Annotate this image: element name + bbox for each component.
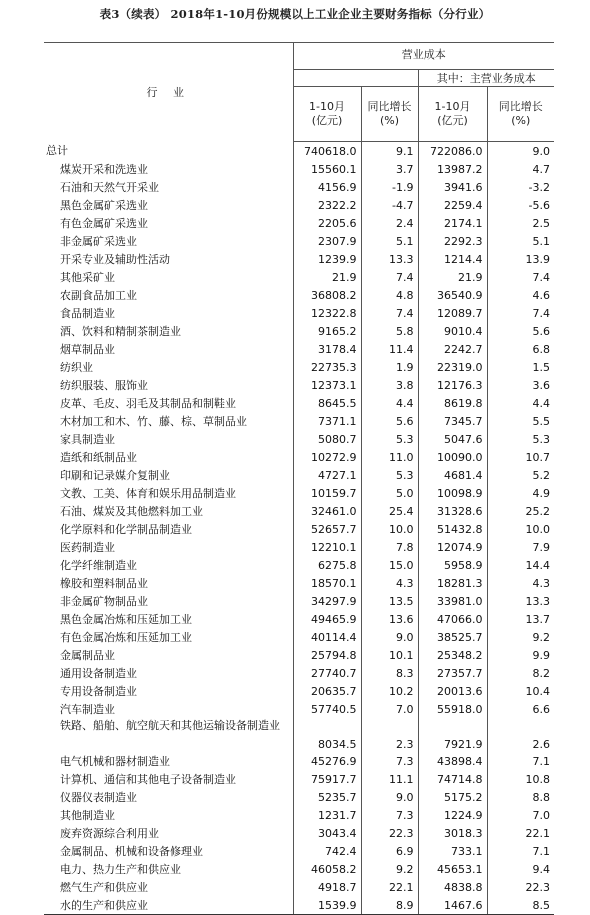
operating-cost-growth: 10.2 xyxy=(361,682,418,700)
operating-cost-growth: 7.4 xyxy=(361,304,418,322)
industry-name: 化学纤维制造业 xyxy=(44,556,293,574)
main-cost-growth: 25.2 xyxy=(487,502,554,520)
main-cost-growth: 14.4 xyxy=(487,556,554,574)
operating-cost-growth: 7.4 xyxy=(361,268,418,286)
main-cost-value: 12074.9 xyxy=(418,538,487,556)
industry-name: 黑色金属冶炼和压延加工业 xyxy=(44,610,293,628)
main-cost-growth: 7.1 xyxy=(487,842,554,860)
main-cost-value: 45653.1 xyxy=(418,860,487,878)
operating-cost-value: 1231.7 xyxy=(318,808,357,822)
table-row xyxy=(44,304,554,322)
table-row xyxy=(44,484,554,502)
operating-cost-growth: 11.4 xyxy=(361,340,418,358)
main-cost-value: 2292.3 xyxy=(418,232,487,250)
operating-cost-value: 15560.1 xyxy=(311,162,357,176)
industry-name: 计算机、通信和其他电子设备制造业 xyxy=(44,770,293,788)
main-cost-growth: 4.6 xyxy=(487,286,554,304)
operating-cost-growth: 11.0 xyxy=(361,448,418,466)
main-cost-value: 5047.6 xyxy=(418,430,487,448)
industry-name: 金属制品业 xyxy=(44,646,293,664)
operating-cost-growth: 3.7 xyxy=(361,160,418,178)
operating-cost-value: 740618.0 xyxy=(304,144,357,158)
operating-cost-growth: 10.1 xyxy=(361,646,418,664)
table-row xyxy=(44,376,554,394)
operating-cost-value: 1539.9 xyxy=(293,896,361,915)
operating-cost-value: 8034.5 xyxy=(318,738,357,751)
table-row xyxy=(44,664,554,682)
table-row xyxy=(44,430,554,448)
main-cost-growth: 5.3 xyxy=(487,430,554,448)
operating-cost-growth: 4.4 xyxy=(361,394,418,412)
table-row xyxy=(44,502,554,520)
table-row xyxy=(44,520,554,538)
main-cost-growth: 10.0 xyxy=(487,520,554,538)
industry-name xyxy=(44,718,293,752)
main-cost-growth: 7.1 xyxy=(487,752,554,770)
main-cost-value: 13987.2 xyxy=(418,160,487,178)
main-cost-value: 21.9 xyxy=(418,268,487,286)
main-cost-growth: 10.4 xyxy=(487,682,554,700)
operating-cost-growth: 9.2 xyxy=(361,860,418,878)
header-growth-label: 同比增长 xyxy=(367,100,412,113)
table-row xyxy=(44,592,554,610)
main-cost-value: 722086.0 xyxy=(418,142,487,161)
industry-name: 酒、饮料和精制茶制造业 xyxy=(44,322,293,340)
industry-name: 总计 xyxy=(44,142,293,161)
industry-name: 印刷和记录媒介复制业 xyxy=(44,466,293,484)
operating-cost-growth: 6.9 xyxy=(361,842,418,860)
operating-cost-value: 52657.7 xyxy=(311,522,357,536)
table-row xyxy=(44,806,554,824)
main-cost-growth: 13.9 xyxy=(487,250,554,268)
header-unit-label: (亿元) xyxy=(311,114,343,127)
main-cost-value: 12089.7 xyxy=(418,304,487,322)
industry-name: 仪器仪表制造业 xyxy=(44,788,293,806)
main-cost-value: 18281.3 xyxy=(418,574,487,592)
main-cost-value: 51432.8 xyxy=(418,520,487,538)
operating-cost-growth: 11.1 xyxy=(361,770,418,788)
main-cost-value: 1224.9 xyxy=(418,806,487,824)
industry-name: 橡胶和塑料制品业 xyxy=(44,574,293,592)
operating-cost-growth: 4.8 xyxy=(361,286,418,304)
operating-cost-growth: -1.9 xyxy=(361,178,418,196)
main-cost-value: 8619.8 xyxy=(418,394,487,412)
main-cost-value: 36540.9 xyxy=(418,286,487,304)
industry-name: 有色金属冶炼和压延加工业 xyxy=(44,628,293,646)
table-row xyxy=(44,160,554,178)
table-row xyxy=(44,466,554,484)
operating-cost-growth: 4.3 xyxy=(361,574,418,592)
operating-cost-growth: 22.3 xyxy=(361,824,418,842)
operating-cost-growth: 15.0 xyxy=(361,556,418,574)
operating-cost-growth: 7.3 xyxy=(361,806,418,824)
main-cost-growth: 22.3 xyxy=(487,878,554,896)
header-growth-label: 同比增长 xyxy=(498,100,543,113)
table-row xyxy=(44,394,554,412)
page-title: 表3（续表） 2018年1-10月份规模以上工业企业主要财务指标（分行业） xyxy=(99,7,491,21)
industry-name: 电力、热力生产和供应业 xyxy=(44,860,293,878)
industry-name: 烟草制品业 xyxy=(44,340,293,358)
operating-cost-value: 10272.9 xyxy=(311,450,357,464)
operating-cost-value: 4156.9 xyxy=(318,180,357,194)
industry-name: 金属制品、机械和设备修理业 xyxy=(44,842,293,860)
table-row xyxy=(44,214,554,232)
table-row xyxy=(44,610,554,628)
main-cost-value: 47066.0 xyxy=(418,610,487,628)
main-cost-growth: 2.6 xyxy=(487,718,554,752)
industry-name: 造纸和纸制品业 xyxy=(44,448,293,466)
operating-cost-value: 12373.1 xyxy=(311,378,357,392)
operating-cost-value: 4918.7 xyxy=(318,880,357,894)
header-period-label: 1-10月 xyxy=(309,100,345,113)
table-row xyxy=(44,896,554,915)
main-cost-growth: 13.3 xyxy=(487,592,554,610)
table-row xyxy=(44,878,554,896)
header-unit-label: (亿元) xyxy=(437,114,468,127)
operating-cost-growth: 5.6 xyxy=(361,412,418,430)
table-row xyxy=(44,556,554,574)
industry-name: 农副食品加工业 xyxy=(44,286,293,304)
operating-cost-value: 10159.7 xyxy=(311,486,357,500)
operating-cost-growth: 9.0 xyxy=(361,788,418,806)
operating-cost-growth: 22.1 xyxy=(361,878,418,896)
operating-cost-growth: 9.1 xyxy=(361,142,418,161)
main-cost-value: 27357.7 xyxy=(418,664,487,682)
header-main-business-cost: 其中：主营业务成本 xyxy=(418,70,554,87)
header-spacer xyxy=(293,70,418,87)
table-row xyxy=(44,358,554,376)
main-cost-value: 38525.7 xyxy=(418,628,487,646)
main-cost-growth: 7.4 xyxy=(487,304,554,322)
main-cost-growth: -5.6 xyxy=(487,196,554,214)
industry-name: 文教、工美、体育和娱乐用品制造业 xyxy=(44,484,293,502)
industry-name: 电气机械和器材制造业 xyxy=(44,752,293,770)
operating-cost-value: 7371.1 xyxy=(318,414,357,428)
operating-cost-growth: 13.6 xyxy=(361,610,418,628)
operating-cost-value: 742.4 xyxy=(325,844,357,858)
operating-cost-growth: 1.9 xyxy=(361,358,418,376)
industry-name: 有色金属矿采选业 xyxy=(44,214,293,232)
header-col-main-cost-value xyxy=(418,87,487,142)
operating-cost-growth: 5.1 xyxy=(361,232,418,250)
main-cost-growth: 7.9 xyxy=(487,538,554,556)
industry-name: 燃气生产和供应业 xyxy=(44,878,293,896)
operating-cost-value: 21.9 xyxy=(332,270,357,284)
operating-cost-growth: 5.8 xyxy=(361,322,418,340)
operating-cost-value: 20635.7 xyxy=(311,684,357,698)
main-cost-growth: 7.0 xyxy=(487,806,554,824)
industry-name: 汽车制造业 xyxy=(44,700,293,718)
header-industry: 行 业 xyxy=(44,43,293,142)
table-row xyxy=(44,752,554,770)
operating-cost-value: 36808.2 xyxy=(311,288,357,302)
operating-cost-value: 2307.9 xyxy=(318,234,357,248)
main-cost-growth: 9.0 xyxy=(487,142,554,161)
table-row xyxy=(44,788,554,806)
operating-cost-value: 27740.7 xyxy=(311,666,357,680)
operating-cost-value: 40114.4 xyxy=(311,630,357,644)
main-cost-growth: 3.6 xyxy=(487,376,554,394)
main-cost-value: 3018.3 xyxy=(418,824,487,842)
industry-name: 食品制造业 xyxy=(44,304,293,322)
industry-name: 纺织业 xyxy=(44,358,293,376)
operating-cost-value: 2205.6 xyxy=(318,216,357,230)
main-cost-value: 10090.0 xyxy=(418,448,487,466)
main-cost-growth: 5.5 xyxy=(487,412,554,430)
operating-cost-value: 75917.7 xyxy=(311,772,357,786)
main-cost-growth: 4.4 xyxy=(487,394,554,412)
operating-cost-value: 5080.7 xyxy=(318,432,357,446)
main-cost-growth: 5.2 xyxy=(487,466,554,484)
operating-cost-growth: 5.3 xyxy=(361,466,418,484)
table-row xyxy=(44,628,554,646)
main-cost-value: 5958.9 xyxy=(418,556,487,574)
table-row xyxy=(44,178,554,196)
main-cost-value: 55918.0 xyxy=(418,700,487,718)
operating-cost-growth: 7.8 xyxy=(361,538,418,556)
main-cost-growth: 1.5 xyxy=(487,358,554,376)
main-cost-value: 2242.7 xyxy=(418,340,487,358)
operating-cost-growth: 13.5 xyxy=(361,592,418,610)
main-cost-growth: 2.5 xyxy=(487,214,554,232)
operating-cost-value: 34297.9 xyxy=(311,594,357,608)
industry-name: 其他采矿业 xyxy=(44,268,293,286)
table-row xyxy=(44,340,554,358)
table-row xyxy=(44,286,554,304)
main-cost-growth: 4.9 xyxy=(487,484,554,502)
industry-name: 皮革、毛皮、羽毛及其制品和制鞋业 xyxy=(44,394,293,412)
industry-name: 废弃资源综合利用业 xyxy=(44,824,293,842)
main-cost-value: 10098.9 xyxy=(418,484,487,502)
industry-name: 黑色金属矿采选业 xyxy=(44,196,293,214)
operating-cost-value: 2322.2 xyxy=(318,198,357,212)
operating-cost-growth: -4.7 xyxy=(361,196,418,214)
financial-indicators-table xyxy=(44,42,554,915)
industry-name: 专用设备制造业 xyxy=(44,682,293,700)
table-row xyxy=(44,196,554,214)
industry-name: 开采专业及辅助性活动 xyxy=(44,250,293,268)
main-cost-growth: 9.4 xyxy=(487,860,554,878)
header-operating-cost xyxy=(293,43,554,70)
table-row xyxy=(44,412,554,430)
table-row xyxy=(44,538,554,556)
table-row xyxy=(44,718,554,752)
operating-cost-growth: 13.3 xyxy=(361,250,418,268)
industry-name: 木材加工和木、竹、藤、棕、草制品业 xyxy=(44,412,293,430)
main-cost-growth: 5.1 xyxy=(487,232,554,250)
industry-name: 其他制造业 xyxy=(44,806,293,824)
table-row xyxy=(44,574,554,592)
industry-name: 医药制造业 xyxy=(44,538,293,556)
main-cost-value: 7921.9 xyxy=(418,718,487,752)
operating-cost-value: 46058.2 xyxy=(311,862,357,876)
table-row xyxy=(44,824,554,842)
main-cost-growth: 8.8 xyxy=(487,788,554,806)
main-cost-growth: 6.8 xyxy=(487,340,554,358)
main-cost-value: 733.1 xyxy=(418,842,487,860)
operating-cost-value: 45276.9 xyxy=(311,754,357,768)
operating-cost-value: 9165.2 xyxy=(318,324,357,338)
operating-cost-growth: 5.3 xyxy=(361,430,418,448)
operating-cost-growth: 10.0 xyxy=(361,520,418,538)
header-pct-label: (%) xyxy=(511,114,531,127)
operating-cost-value: 6275.8 xyxy=(318,558,357,572)
industry-name: 通用设备制造业 xyxy=(44,664,293,682)
main-cost-growth: 8.2 xyxy=(487,664,554,682)
operating-cost-growth: 8.9 xyxy=(361,896,418,915)
header-col-operating-cost-growth xyxy=(361,87,418,142)
industry-name: 非金属矿物制品业 xyxy=(44,592,293,610)
operating-cost-value: 8645.5 xyxy=(318,396,357,410)
operating-cost-growth: 9.0 xyxy=(361,628,418,646)
table-row xyxy=(44,700,554,718)
operating-cost-growth: 7.3 xyxy=(361,752,418,770)
operating-cost-value: 49465.9 xyxy=(311,612,357,626)
table-row xyxy=(44,770,554,788)
industry-name: 水的生产和供应业 xyxy=(44,896,293,915)
main-cost-growth: 7.4 xyxy=(487,268,554,286)
main-cost-growth: -3.2 xyxy=(487,178,554,196)
main-cost-value: 2174.1 xyxy=(418,214,487,232)
main-cost-growth: 9.9 xyxy=(487,646,554,664)
main-cost-value: 3941.6 xyxy=(418,178,487,196)
table-row xyxy=(44,682,554,700)
main-cost-value: 5175.2 xyxy=(418,788,487,806)
operating-cost-value: 57740.5 xyxy=(311,702,357,716)
main-cost-value: 33981.0 xyxy=(418,592,487,610)
main-cost-growth: 10.8 xyxy=(487,770,554,788)
main-cost-value: 1467.6 xyxy=(418,896,487,915)
industry-name: 家具制造业 xyxy=(44,430,293,448)
industry-name: 非金属矿采选业 xyxy=(44,232,293,250)
operating-cost-growth: 3.8 xyxy=(361,376,418,394)
table-row xyxy=(44,448,554,466)
table-row xyxy=(44,322,554,340)
main-cost-value: 25348.2 xyxy=(418,646,487,664)
main-cost-value: 74714.8 xyxy=(418,770,487,788)
main-cost-value: 2259.4 xyxy=(418,196,487,214)
header-col-operating-cost-value xyxy=(293,87,361,142)
main-cost-value: 4838.8 xyxy=(418,878,487,896)
operating-cost-growth: 2.3 xyxy=(361,718,418,752)
industry-name-text: 铁路、船舶、航空航天和其他运输设备制造业 xyxy=(60,719,280,732)
operating-cost-growth: 8.3 xyxy=(361,664,418,682)
operating-cost-value: 32461.0 xyxy=(311,504,357,518)
header-col-main-cost-growth xyxy=(487,87,554,142)
industry-name: 石油和天然气开采业 xyxy=(44,178,293,196)
operating-cost-value: 12322.8 xyxy=(311,306,357,320)
table-body xyxy=(44,142,554,915)
main-cost-value: 12176.3 xyxy=(418,376,487,394)
operating-cost-value: 12210.1 xyxy=(311,540,357,554)
operating-cost-value: 4727.1 xyxy=(318,468,357,482)
operating-cost-value: 3043.4 xyxy=(318,826,357,840)
table-row xyxy=(44,142,554,161)
main-cost-growth: 22.1 xyxy=(487,824,554,842)
table-row xyxy=(44,646,554,664)
table-row xyxy=(44,842,554,860)
main-cost-growth: 5.6 xyxy=(487,322,554,340)
operating-cost-value: 3178.4 xyxy=(318,342,357,356)
header-pct-label: (%) xyxy=(379,114,400,127)
industry-name: 纺织服装、服饰业 xyxy=(44,376,293,394)
operating-cost-growth: 25.4 xyxy=(361,502,418,520)
industry-name: 石油、煤炭及其他燃料加工业 xyxy=(44,502,293,520)
main-cost-value: 7345.7 xyxy=(418,412,487,430)
table-row xyxy=(44,250,554,268)
main-cost-value: 43898.4 xyxy=(418,752,487,770)
header-operating-cost-label: 营业成本 xyxy=(401,48,446,61)
main-cost-value: 31328.6 xyxy=(418,502,487,520)
main-cost-growth: 4.7 xyxy=(487,160,554,178)
main-cost-growth: 9.2 xyxy=(487,628,554,646)
table-row xyxy=(44,860,554,878)
operating-cost-growth: 2.4 xyxy=(361,214,418,232)
operating-cost-growth: 7.0 xyxy=(361,700,418,718)
operating-cost-value: 1239.9 xyxy=(318,252,357,266)
industry-name: 煤炭开采和洗选业 xyxy=(44,160,293,178)
main-cost-growth: 8.5 xyxy=(487,896,554,915)
header-period-label: 1-10月 xyxy=(434,100,471,113)
operating-cost-value: 25794.8 xyxy=(311,648,357,662)
table-row xyxy=(44,232,554,250)
main-cost-growth: 6.6 xyxy=(487,700,554,718)
operating-cost-value: 5235.7 xyxy=(318,790,357,804)
main-cost-value: 9010.4 xyxy=(418,322,487,340)
table-row xyxy=(44,268,554,286)
main-cost-value: 4681.4 xyxy=(418,466,487,484)
main-cost-value: 1214.4 xyxy=(418,250,487,268)
main-cost-value: 22319.0 xyxy=(418,358,487,376)
operating-cost-growth: 5.0 xyxy=(361,484,418,502)
main-cost-value: 20013.6 xyxy=(418,682,487,700)
industry-name: 化学原料和化学制品制造业 xyxy=(44,520,293,538)
main-cost-growth: 4.3 xyxy=(487,574,554,592)
operating-cost-value: 22735.3 xyxy=(311,360,357,374)
main-cost-growth: 10.7 xyxy=(487,448,554,466)
main-cost-growth: 13.7 xyxy=(487,610,554,628)
operating-cost-value: 18570.1 xyxy=(311,576,357,590)
